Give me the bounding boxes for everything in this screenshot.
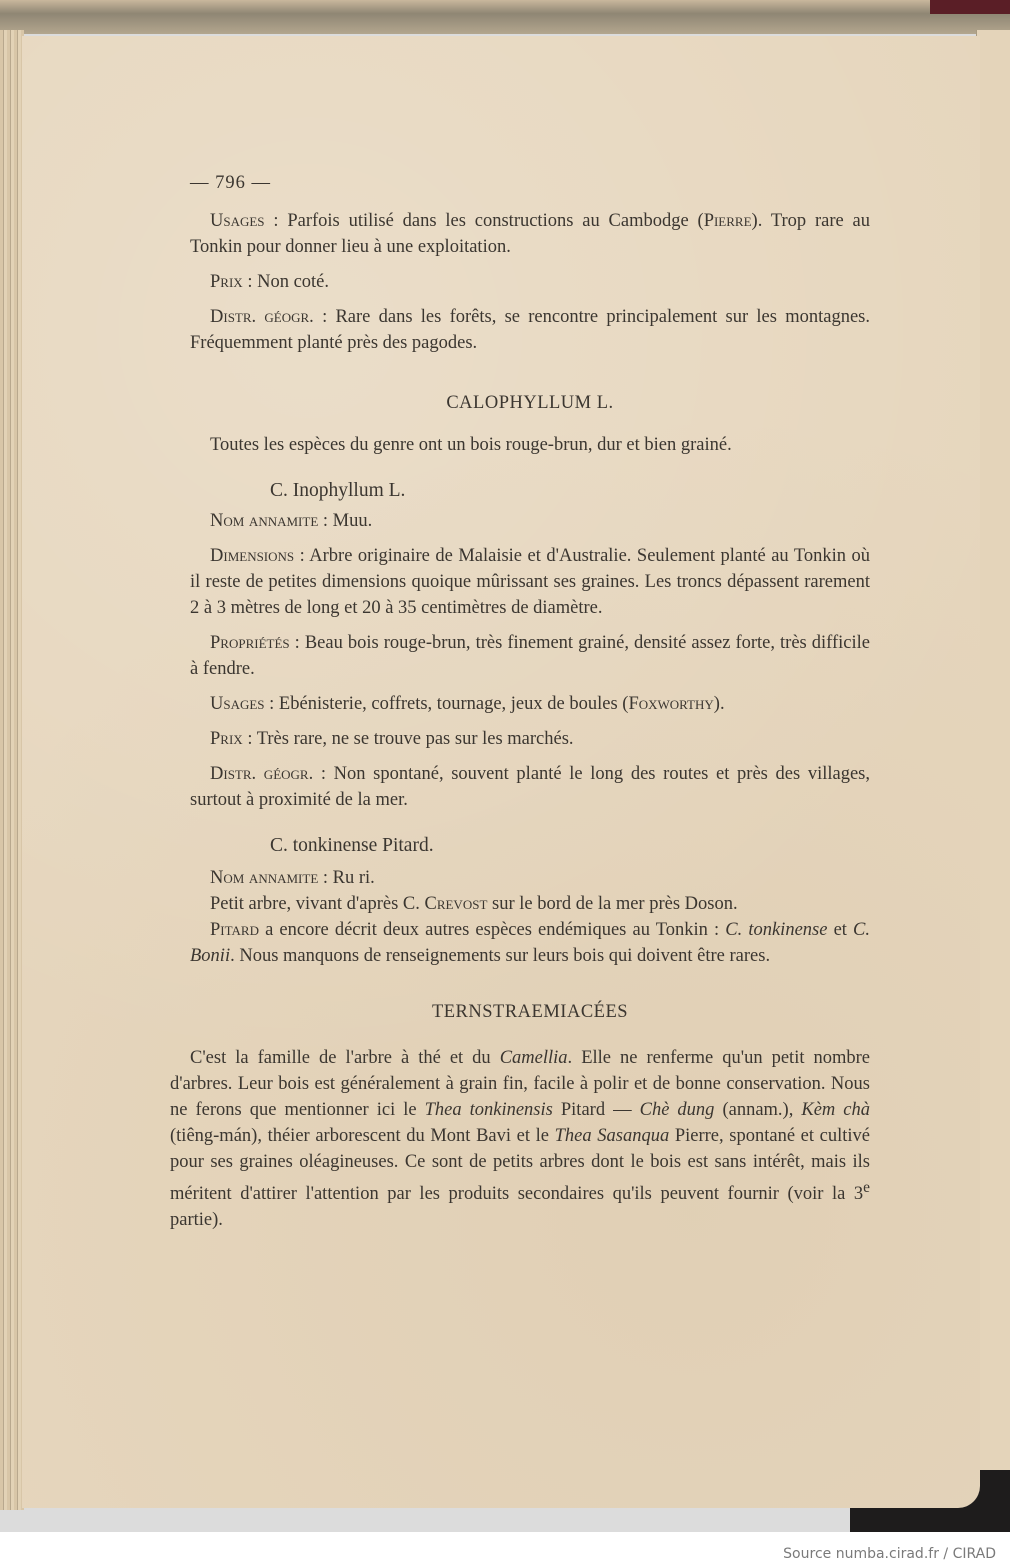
source-credit: Source numba.cirad.fr / CIRAD [783,1546,996,1562]
family-paragraph: C'est la famille de l'arbre à thé et du Camellia. Elle ne renferme qu'un petit nombre d'arbres. Leur bois est généralement à grain fin, facile à polir et de bonne conservation. Nous ne ferons que mentionner ici le Thea tonkinensis Pitard — Chè dung (annam.), Kèm chà (tiêng-mán), théier arborescent du Mont Bavi et le Thea Sasanqua Pierre, spontané et cultivé pour ses graines oléagineuses. Ce sont de petits arbres dont le bois est sans intérêt, mais ils méritent d'attirer l'attention par les produits secondaires qu'ils peuvent fournir (voir la 3e partie). [170,1048,870,1231]
page-number: — 796 — [190,173,271,193]
section-heading-ternstraemiacees: TERNSTRAEMIACÉES [431,1002,629,1022]
section-heading-calophyllum: CALOPHYLLUM L. [446,393,614,413]
nom-annamite-paragraph: Nom annamite : Muu. [210,511,373,531]
dimensions-paragraph: Dimensions : Arbre originaire de Malaisie et d'Australie. Seulement planté au Tonkin où il reste de petites dimensions quoique mûrissant ses graines. Les troncs dépassent rarement 2 à 3 mètres de long et 20 à 35 centimètres de diamètre. [190,546,870,618]
genus-intro: Toutes les espèces du genre ont un bois rouge-brun, dur et bien grainé. [210,435,732,455]
prix-label: Prix [210,272,243,292]
page-text [170,170,871,1233]
usages-label: Usages [210,211,265,231]
species-title-tonkinense: C. tonkinense Pitard. [270,835,434,856]
description-paragraph: Petit arbre, vivant d'après C. Crevost sur le bord de la mer près Doson. [210,894,738,914]
usages-paragraph: Usages : Parfois utilisé dans les constructions au Cambodge (Pierre). Trop rare au Tonkin pour donner lieu à une exploitation. [190,211,870,257]
page-stack-edges [0,30,24,1510]
distr-paragraph: Distr. géogr. : Non spontané, souvent planté le long des routes et près des villages, surtout à proximité de la mer. [190,764,870,810]
author-name: Pitard [210,920,259,940]
book-top-edge [0,0,1010,34]
author-name: Crevost [424,894,488,914]
nom-annamite-paragraph: Nom annamite : Ru ri. [210,868,375,888]
prix-paragraph: Prix : Non coté. [210,272,329,292]
species-title-inophyllum: C. Inophyllum L. [270,480,406,501]
prix-paragraph: Prix : Très rare, ne se trouve pas sur les marchés. [210,729,574,749]
author-name: Pierre [703,211,752,231]
usages-paragraph: Usages : Ebénisterie, coffrets, tournage, jeux de boules (Foxworthy). [210,694,725,714]
proprietes-paragraph: Propriétés : Beau bois rouge-brun, très finement grainé, densité assez forte, très difficile à fendre. [190,633,870,679]
distr-paragraph: Distr. géogr. : Rare dans les forêts, se rencontre principalement sur les montagnes. Fréquemment planté près des pagodes. [190,307,870,353]
pitard-paragraph: Pitard a encore décrit deux autres espèces endémiques au Tonkin : C. tonkinense et C. Bonii. Nous manquons de renseignements sur leurs bois qui doivent être rares. [190,920,871,966]
next-page-edge [976,30,1010,1470]
author-name: Foxworthy [628,694,714,714]
distr-label: Distr. géogr. [210,307,314,327]
bookmark-ribbon [930,0,1010,14]
